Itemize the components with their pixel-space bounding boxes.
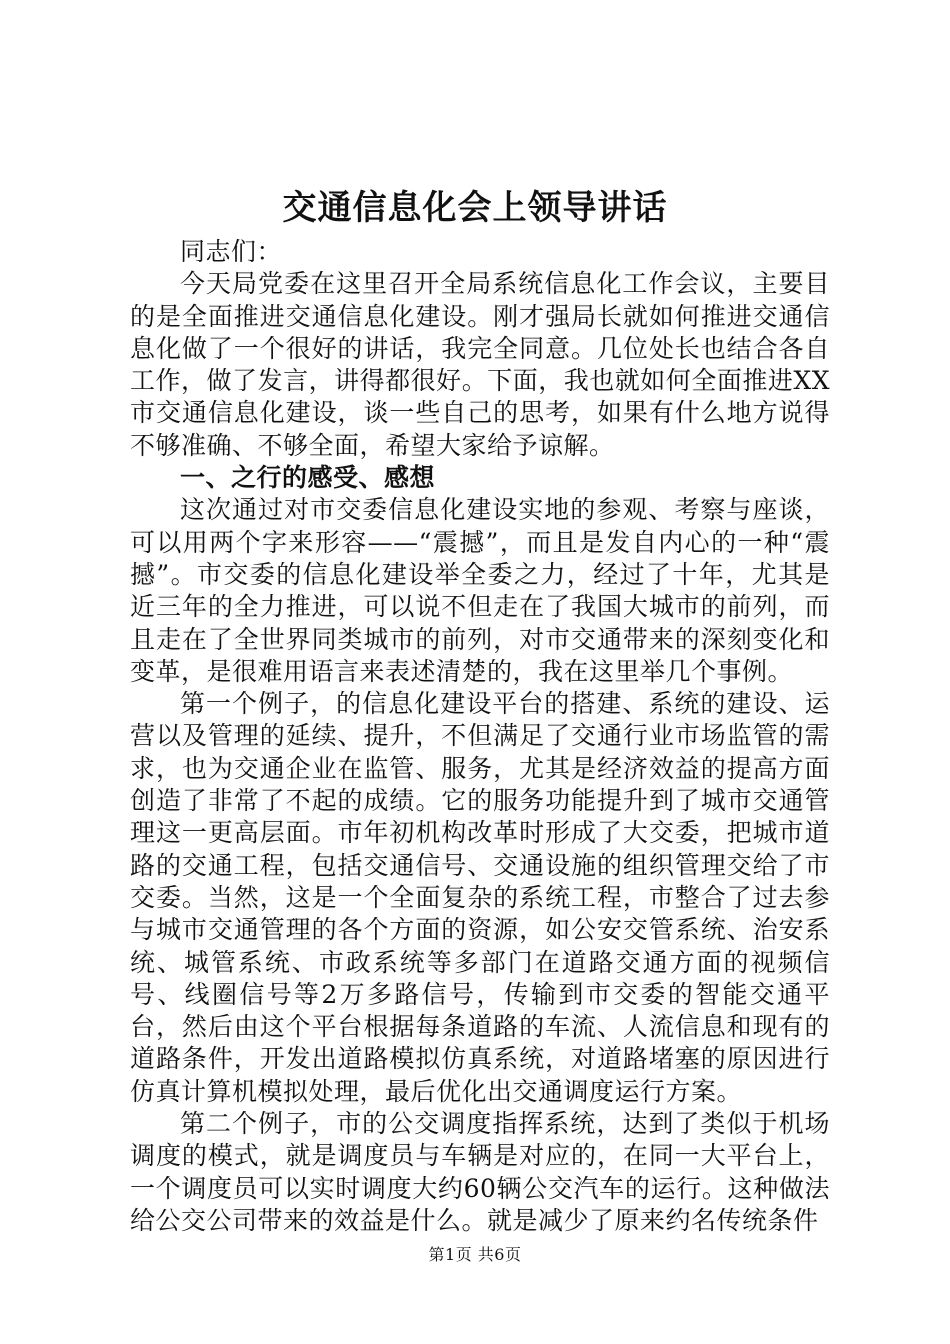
- paragraph: 第二个例子，市的公交调度指挥系统，达到了类似于机场调度的模式，就是调度员与车辆是对应的，在同一大平台上，一个调度员可以实时调度大约60辆公交汽车的运行。这种做法给公交公司带来的效益是什么。就是减少了原来约名传统条件: [130, 1109, 830, 1235]
- salutation: 同志们：: [180, 237, 283, 266]
- document-title: 交通信息化会上领导讲话: [282, 188, 668, 228]
- paragraph-intro: 今天局党委在这里召开全局系统信息化工作会议，主要目的是全面推进交通信息化建设。刚才强局长就如何推进交通信息化做了一个很好的讲话，我完全同意。几位处长也结合各自工作，做了发言，讲得都很好。下面，我也就如何全面推进XX市交通信息化建设，谈一些自己的思考，如果有什么地方说得不够准确、不够全面，希望大家给予谅解。: [130, 269, 830, 460]
- paragraph: 这次通过对市交委信息化建设实地的参观、考察与座谈，可以用两个字来形容——“震撼”，而且是发自内心的一种“震撼”。市交委的信息化建设举全委之力，经过了十年，尤其是近三年的全力推进，可以说不但走在了我国大城市的前列，而且走在了全世界同类城市的前列，对市交通带来的深刻变化和变革，是很难用语言来表述清楚的，我在这里举几个事例。: [130, 495, 830, 686]
- paragraph: 第一个例子，的信息化建设平台的搭建、系统的建设、运营以及管理的延续、提升，不但满足了交通行业市场监管的需求，也为交通企业在监管、服务，尤其是经济效益的提高方面创造了非常了不起的成绩。它的服务功能提升到了城市交通管理这一更高层面。市年初机构改革时形成了大交委，把城市道路的交通工程，包括交通信号、交通设施的组织管理交给了市交委。当然，这是一个全面复杂的系统工程，市整合了过去参与城市交通管理的各个方面的资源，如公安交管系统、治安系统、城管系统、市政系统等多部门在道路交通方面的视频信号、线圈信号等2万多路信号，传输到市交委的智能交通平台，然后由这个平台根据每条道路的车流、人流信息和现有的道路条件，开发出道路模拟仿真系统，对道路堵塞的原因进行仿真计算机模拟处理，最后优化出交通调度运行方案。: [130, 689, 830, 1106]
- page-footer: 第1页 共6页: [428, 1245, 522, 1264]
- document-body: [130, 236, 830, 1237]
- section-heading: 一、之行的感受、感想: [180, 463, 436, 493]
